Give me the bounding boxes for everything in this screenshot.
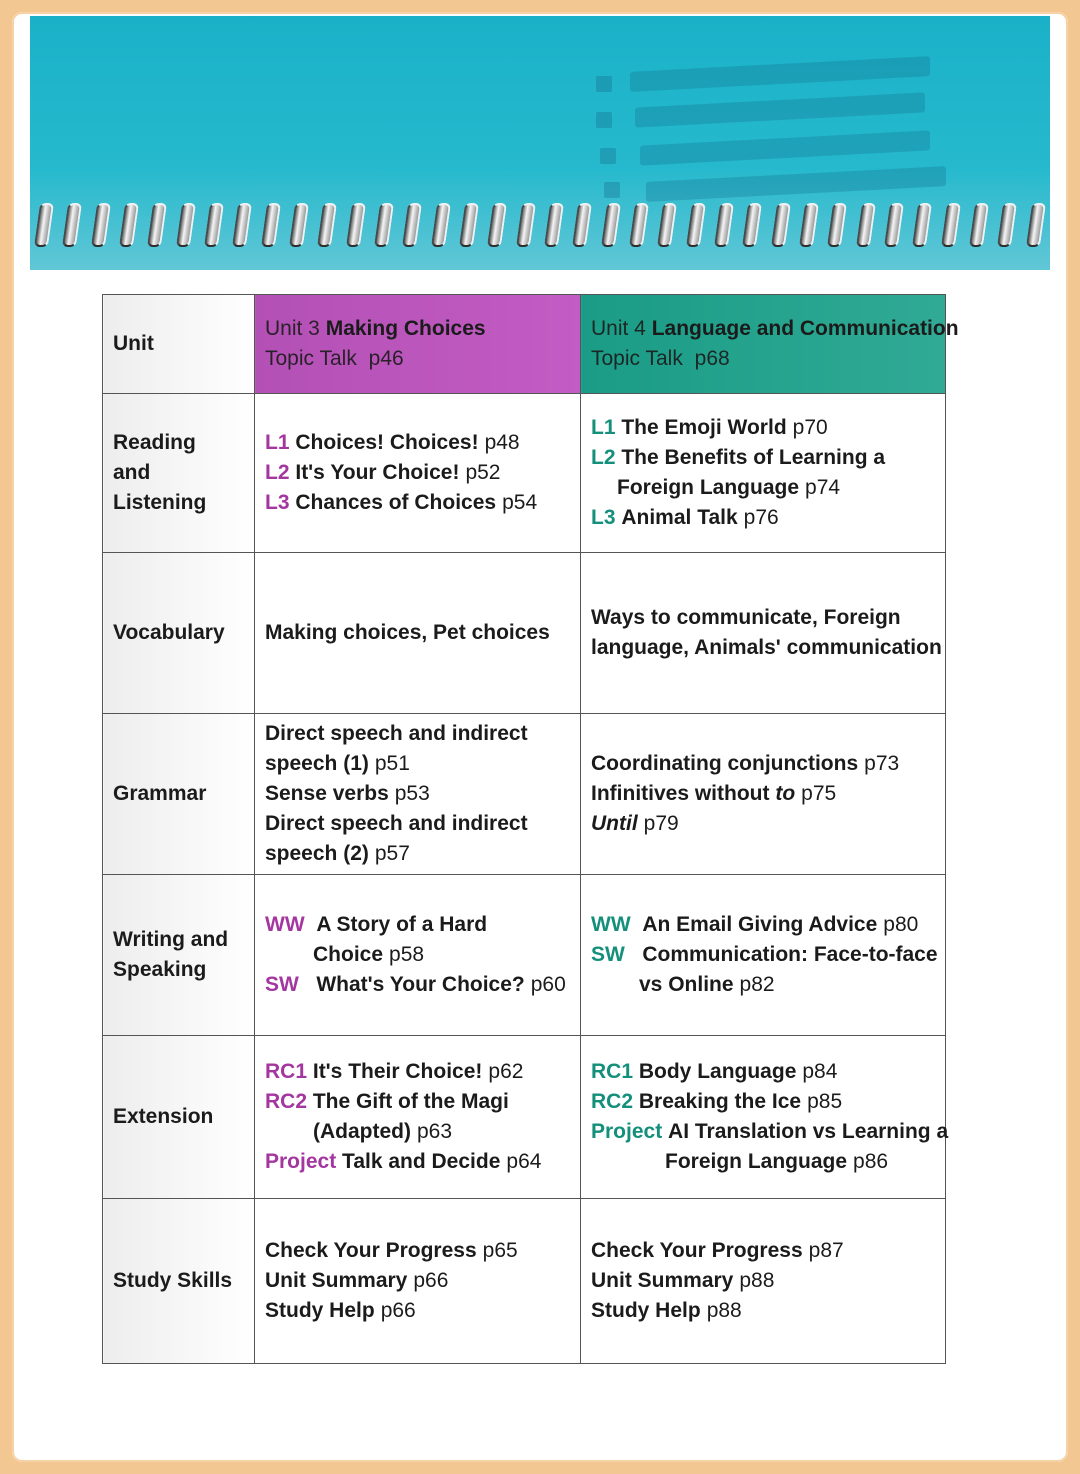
list-item: Project Talk and Decide p64 — [265, 1150, 542, 1173]
grammar-row — [103, 714, 946, 875]
list-item: Check Your Progress p65 — [265, 1239, 518, 1262]
list-item: L1 The Emoji World p70 — [591, 416, 828, 439]
list-item: Check Your Progress p87 — [591, 1239, 844, 1262]
list-item: Study Help p66 — [265, 1299, 416, 1322]
unit3-header: Unit 3 Making Choices Topic Talk p46 — [255, 295, 581, 394]
study-skills-row — [103, 1199, 946, 1364]
list-item-continued: Foreign Language p86 — [665, 1150, 889, 1173]
list-item: SW Communication: Face-to-face — [591, 943, 938, 966]
list-item: Unit Summary p88 — [591, 1269, 775, 1292]
list-item: L2 It's Your Choice! p52 — [265, 461, 501, 484]
table-header-row — [103, 295, 946, 394]
unit3-extension-cell — [255, 1036, 581, 1199]
list-item: RC1 It's Their Choice! p62 — [265, 1060, 524, 1083]
unit4-extension-cell — [581, 1036, 949, 1199]
row-label: Writing and Speaking — [103, 875, 255, 1036]
list-item: WW A Story of a Hard — [265, 913, 488, 936]
writing-speaking-row — [103, 875, 946, 1036]
row-label: Grammar — [103, 714, 255, 875]
unit4-vocabulary-cell: Ways to communicate, Foreign language, Animals' communication — [581, 553, 946, 714]
unit3-writing-cell — [255, 875, 581, 1036]
unit3-grammar-cell: Direct speech and indirect speech (1) p51 Sense verbs p53 Direct speech and indirect speech (2) p57 — [255, 714, 581, 875]
row-label: Extension — [103, 1036, 255, 1199]
list-item: RC1 Body Language p84 — [591, 1060, 838, 1083]
list-item-continued: vs Online p82 — [639, 973, 775, 996]
list-item: L3 Animal Talk p76 — [591, 506, 779, 529]
unit4-grammar-cell: Coordinating conjunctions p73 Infinitives without to p75 Until p79 — [581, 714, 946, 875]
unit3-vocabulary-cell: Making choices, Pet choices — [255, 553, 581, 714]
page-frame — [12, 12, 1068, 1462]
list-item: Unit Summary p66 — [265, 1269, 449, 1292]
unit3-study-cell — [255, 1199, 581, 1364]
spiral-binding — [30, 202, 1050, 248]
list-item-continued: Foreign Language p74 — [617, 476, 841, 499]
list-item: Study Help p88 — [591, 1299, 742, 1322]
list-item-continued: Choice p58 — [313, 943, 425, 966]
list-item: RC2 Breaking the Ice p85 — [591, 1090, 843, 1113]
list-item: SW What's Your Choice? p60 — [265, 973, 566, 996]
list-item: RC2 The Gift of the Magi — [265, 1090, 509, 1113]
extension-row — [103, 1036, 946, 1199]
list-item: WW An Email Giving Advice p80 — [591, 913, 919, 936]
unit4-reading-cell — [581, 394, 946, 553]
contents-table — [102, 294, 959, 1364]
list-item: L2 The Benefits of Learning a — [591, 446, 886, 469]
unit4-study-cell — [581, 1199, 946, 1364]
vocabulary-row — [103, 553, 946, 714]
list-item-continued: (Adapted) p63 — [313, 1120, 453, 1143]
list-item: L1 Choices! Choices! p48 — [265, 431, 520, 454]
unit4-writing-cell — [581, 875, 946, 1036]
row-label: Vocabulary — [103, 553, 255, 714]
list-item: L3 Chances of Choices p54 — [265, 491, 538, 514]
row-label: Reading and Listening — [103, 394, 255, 553]
unit3-reading-cell — [255, 394, 581, 553]
reading-listening-row — [103, 394, 946, 553]
list-item: Project AI Translation vs Learning a — [591, 1120, 949, 1143]
unit4-header: Unit 4 Language and Communication Topic Talk p68 — [581, 295, 946, 394]
notebook-cover-image — [30, 16, 1050, 270]
row-label: Study Skills — [103, 1199, 255, 1364]
unit-label: Unit — [103, 295, 255, 394]
